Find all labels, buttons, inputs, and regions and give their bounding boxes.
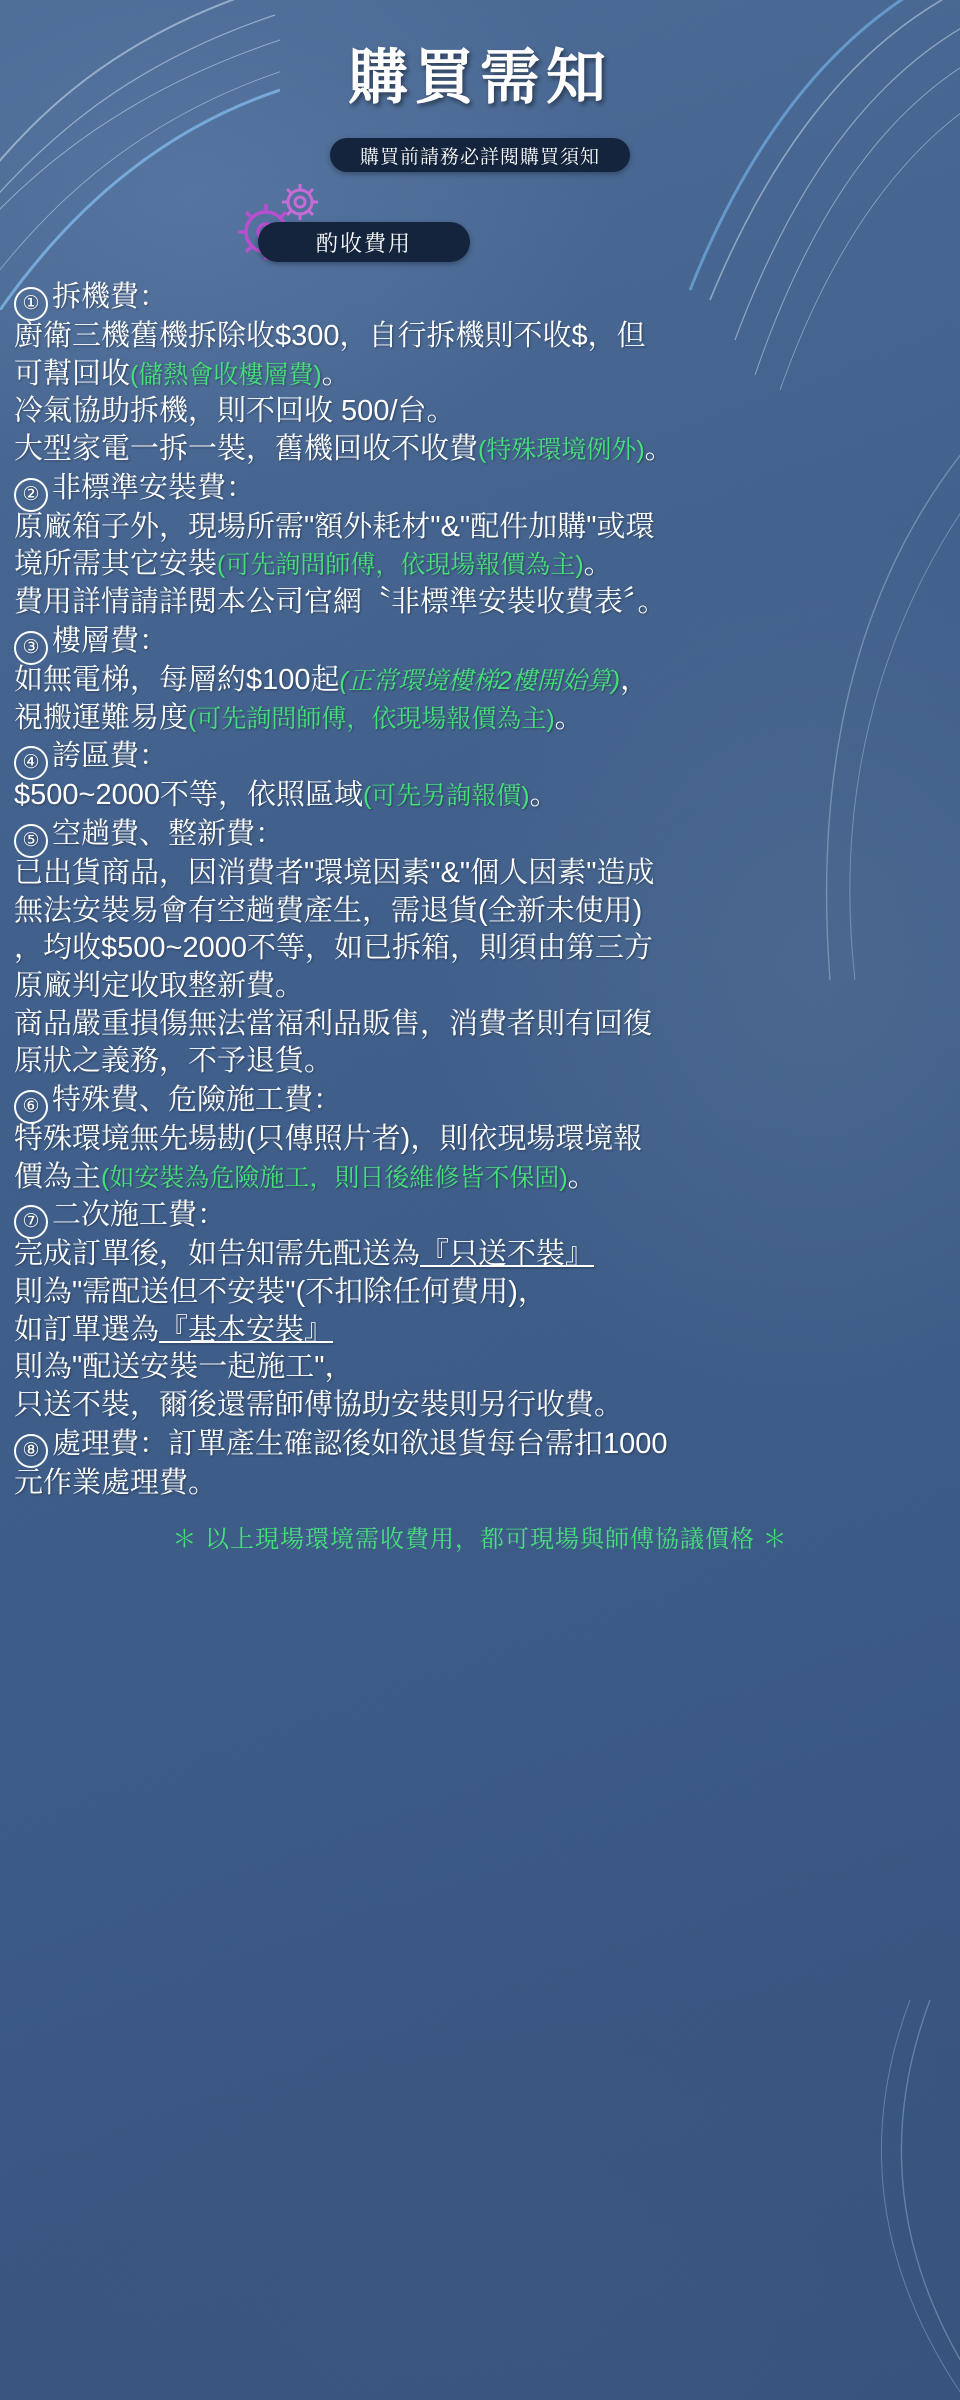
text-run-accent: (正常環境樓梯2樓開始算)	[339, 666, 621, 695]
term-line	[14, 1121, 946, 1159]
text-run: 價為主	[14, 1160, 102, 1193]
text-run-accent: (可先詢問師傅，依現場報價為主)	[217, 551, 584, 580]
term-line	[14, 1312, 946, 1350]
text-run: 原狀之義務，不予退貨。	[14, 1045, 334, 1078]
text-run: 冷氣協助拆機，則不回收 500/台。	[14, 395, 456, 428]
term-number-7: ⑦	[14, 1205, 48, 1239]
term-line	[14, 1274, 946, 1312]
term-title-1: 拆機費：	[52, 281, 169, 313]
term-number-8: ⑧	[14, 1434, 48, 1468]
text-run: 視搬運難易度	[14, 701, 189, 734]
term-line	[14, 662, 946, 700]
term-heading-8	[14, 1425, 946, 1465]
text-run: 已出貨商品，因消費者"環境因素"&"個人因素"造成	[14, 856, 655, 889]
text-run: ，	[620, 663, 650, 696]
term-title-4: 誇區費：	[52, 740, 169, 773]
term-heading-7	[14, 1196, 946, 1236]
text-run: ，均收$500~2000不等，如已拆箱，則須由第三方	[14, 932, 653, 965]
subtitle-pill: 購買前請務必詳閱購買須知	[330, 138, 630, 172]
term-line	[14, 1159, 946, 1197]
term-line	[14, 1006, 946, 1044]
text-run: 只送不裝，爾後還需師傅協助安裝則另行收費。	[14, 1389, 624, 1422]
term-line	[14, 546, 946, 584]
term-title-5: 空趟費、整新費：	[52, 817, 285, 850]
term-line	[14, 393, 946, 431]
term-line	[14, 1043, 946, 1081]
term-line	[14, 893, 946, 931]
term-number-3: ③	[14, 631, 48, 665]
text-run: 原廠判定收取整新費。	[14, 969, 305, 1002]
text-run: 則為"需配送但不安裝"(不扣除任何費用)，	[14, 1276, 547, 1309]
section-pill: 酌收費用	[258, 222, 470, 262]
text-run: 特殊環境無先場勘(只傳照片者)，則依現場環境報	[14, 1123, 643, 1155]
text-run: 原廠箱子外，現場所需"額外耗材"&"配件加購"或環	[14, 510, 655, 543]
text-run-accent: (儲熱會收樓層費)	[130, 360, 322, 389]
text-run-underline: 『只送不裝』	[420, 1238, 595, 1271]
text-run: 無法安裝易會有空趟費產生，需退貨(全新未使用)	[14, 894, 643, 927]
term-line	[14, 1349, 946, 1387]
text-run-accent: (特殊環境例外)	[478, 436, 645, 465]
term-line	[14, 855, 946, 893]
term-heading-3	[14, 622, 946, 662]
text-run: 。	[554, 701, 584, 734]
term-line	[14, 1236, 946, 1274]
text-run: 。	[529, 779, 559, 812]
term-line	[14, 431, 946, 469]
terms-body	[0, 268, 960, 1554]
text-run-accent: (如安裝為危險施工，則日後維修皆不保固)	[101, 1163, 568, 1192]
term-title-3: 樓層費：	[52, 624, 169, 657]
text-run: 完成訂單後，如告知需先配送為	[14, 1238, 421, 1271]
term-number-5: ⑤	[14, 824, 48, 858]
term-line	[14, 1465, 946, 1503]
page-title: 購買需知	[348, 44, 612, 111]
term-line	[14, 584, 946, 622]
term-line	[14, 318, 946, 356]
text-run: 則為"配送安裝一起施工"，	[14, 1351, 354, 1384]
term-heading-5	[14, 815, 946, 855]
term-line	[14, 930, 946, 968]
text-run: 元作業處理費。	[14, 1466, 218, 1499]
term-heading-4	[14, 737, 946, 777]
term-title-8: 處理費：訂單產生確認後如欲退貨每台需扣1000	[52, 1427, 668, 1460]
text-run: 。	[321, 357, 351, 390]
text-run: 境所需其它安裝	[14, 548, 218, 581]
term-line	[14, 777, 946, 815]
text-run: 可幫回收	[14, 357, 131, 390]
term-title-6: 特殊費、危險施工費：	[52, 1084, 343, 1116]
term-line	[14, 700, 946, 738]
text-run: 大型家電一拆一裝，舊機回收不收費	[14, 433, 479, 466]
text-run-accent: (可先另詢報價)	[362, 782, 530, 811]
text-run: 。	[644, 433, 674, 466]
text-run: 如訂單選為	[14, 1313, 160, 1346]
term-heading-6	[14, 1081, 946, 1121]
text-run: 。	[583, 548, 613, 581]
text-run: 費用詳情請詳閱本公司官網〝非標準安裝收費表〞。	[14, 586, 667, 619]
term-line	[14, 356, 946, 394]
term-line	[14, 509, 946, 547]
term-number-4: ④	[14, 746, 48, 780]
term-number-1: ①	[14, 287, 48, 321]
text-run: 如無電梯，每層約$100起	[14, 663, 340, 696]
text-run: 。	[567, 1160, 597, 1193]
decorative-swoosh-bottom-right	[700, 2000, 960, 2400]
text-run-accent: (可先詢問師傅，依現場報價為主)	[188, 704, 555, 733]
footer-note: ＊ 以上現場環境需收費用，都可現場與師傅協議價格 ＊	[172, 1525, 788, 1553]
term-number-2: ②	[14, 478, 48, 512]
term-number-6: ⑥	[14, 1090, 48, 1124]
term-line	[14, 1387, 946, 1425]
term-title-7: 二次施工費：	[52, 1199, 227, 1232]
term-title-2: 非標準安裝費：	[52, 471, 256, 504]
term-heading-2	[14, 469, 946, 509]
text-run: 廚衛三機舊機拆除收$300，自行拆機則不收$，但	[14, 320, 646, 352]
section-header-row	[0, 222, 960, 268]
text-run-underline: 『基本安裝』	[159, 1313, 334, 1346]
term-line	[14, 968, 946, 1006]
term-heading-1	[14, 278, 946, 318]
text-run: $500~2000不等，依照區域	[14, 779, 363, 812]
text-run: 商品嚴重損傷無法當福利品販售，消費者則有回復	[14, 1007, 653, 1040]
